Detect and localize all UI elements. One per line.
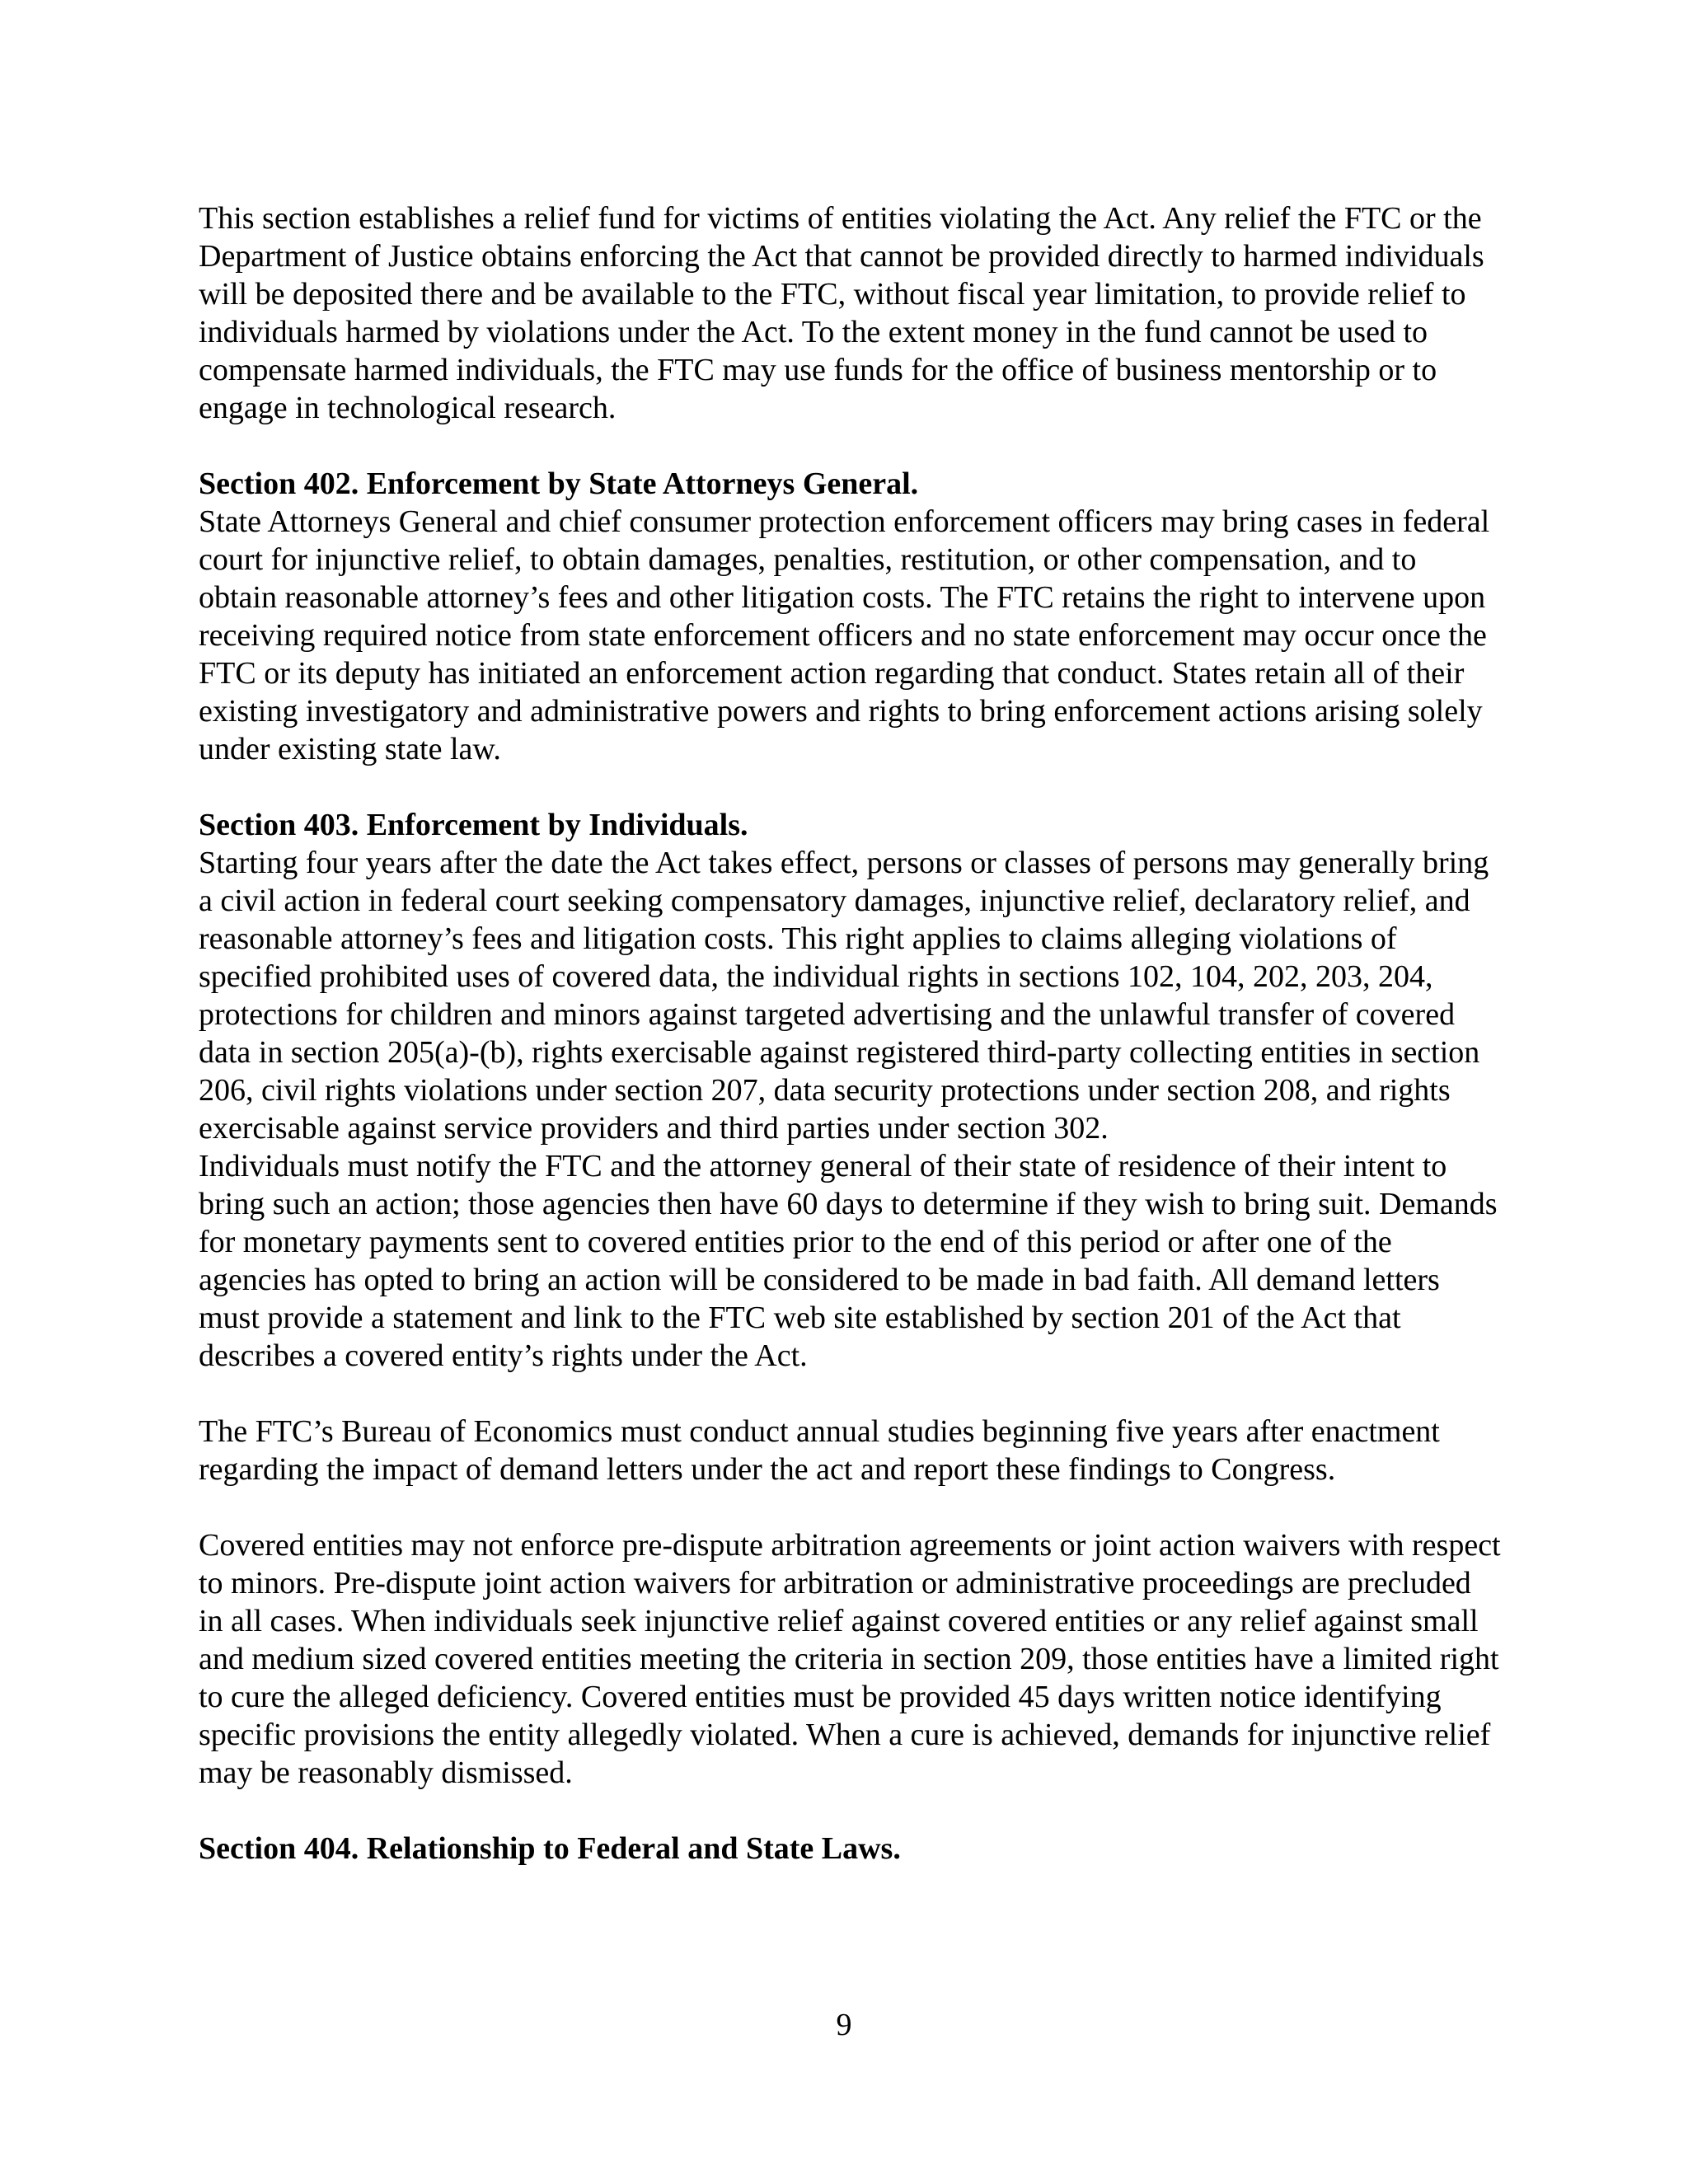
paragraph-notice-requirement: Individuals must notify the FTC and the attorney general of their state of residence of their intent to bring such an action; those agencies then have 60 days to determine if they wish to bring suit. Demands for monetary payments sent to covered entities prior to the end of this period or after one of the agencies has opted to bring an action will be considered to be made in bad faith. All demand letters must provide a statement and link to the FTC web site established by section 201 of the Act that describes a covered entity’s rights under the Act.: [199, 1149, 1498, 1373]
paragraph-arbitration-and-cure: Covered entities may not enforce pre-dispute arbitration agreements or joint action waivers with respect to minors. Pre-dispute joint action waivers for arbitration or administrative proceedings are precluded in all cases. When individuals seek injunctive relief against covered entities or any relief against small and medium sized covered entities meeting the criteria in section 209, those entities have a limited right to cure the alleged deficiency. Covered entities must be provided 45 days written notice identifying specific provisions the entity allegedly violated. When a cure is achieved, demands for injunctive relief may be reasonably dismissed.: [199, 1528, 1501, 1790]
paragraph-state-enforcement: State Attorneys General and chief consumer protection enforcement officers may bring cases in federal court for injunctive relief, to obtain damages, penalties, restitution, or other compensation, and to obtain reasonable attorney’s fees and other litigation costs. The FTC retains the right to intervene upon receiving required notice from state enforcement officers and no state enforcement may occur once the FTC or its deputy has initiated an enforcement action regarding that conduct. States retain all of their existing investigatory and administrative powers and rights to bring enforcement actions arising solely under existing state law.: [199, 504, 1490, 766]
section-heading-403: Section 403. Enforcement by Individuals.: [199, 808, 748, 842]
paragraph-bureau-of-economics: The FTC’s Bureau of Economics must conduct annual studies beginning five years after enactment regarding the impact of demand letters under the act and report these findings to Congress.: [199, 1414, 1440, 1487]
paragraph-relief-fund: This section establishes a relief fund for victims of entities violating the Act. Any relief the FTC or the Department of Justice obtains enforcing the Act that cannot be provided directly to harmed individuals will be deposited there and be available to the FTC, without fiscal year limitation, to provide relief to individuals harmed by violations under the Act. To the extent money in the fund cannot be used to compensate harmed individuals, the FTC may use funds for the office of business mentorship or to engage in technological research.: [199, 201, 1484, 425]
document-body: [199, 199, 1501, 1868]
paragraph-individual-enforcement: Starting four years after the date the Act takes effect, persons or classes of persons may generally bring a civil action in federal court seeking compensatory damages, injunctive relief, declaratory relief, and reasonable attorney’s fees and litigation costs. This right applies to claims alleging violations of specified prohibited uses of covered data, the individual rights in sections 102, 104, 202, 203, 204, protections for children and minors against targeted advertising and the unlawful transfer of covered data in section 205(a)-(b), rights exercisable against registered third-party collecting entities in section 206, civil rights violations under section 207, data security protections under section 208, and rights exercisable against service providers and third parties under section 302.: [199, 846, 1489, 1146]
section-heading-404: Section 404. Relationship to Federal and State Laws.: [199, 1831, 901, 1866]
page-number: 9: [836, 2008, 852, 2042]
section-heading-402: Section 402. Enforcement by State Attorneys General.: [199, 466, 919, 501]
